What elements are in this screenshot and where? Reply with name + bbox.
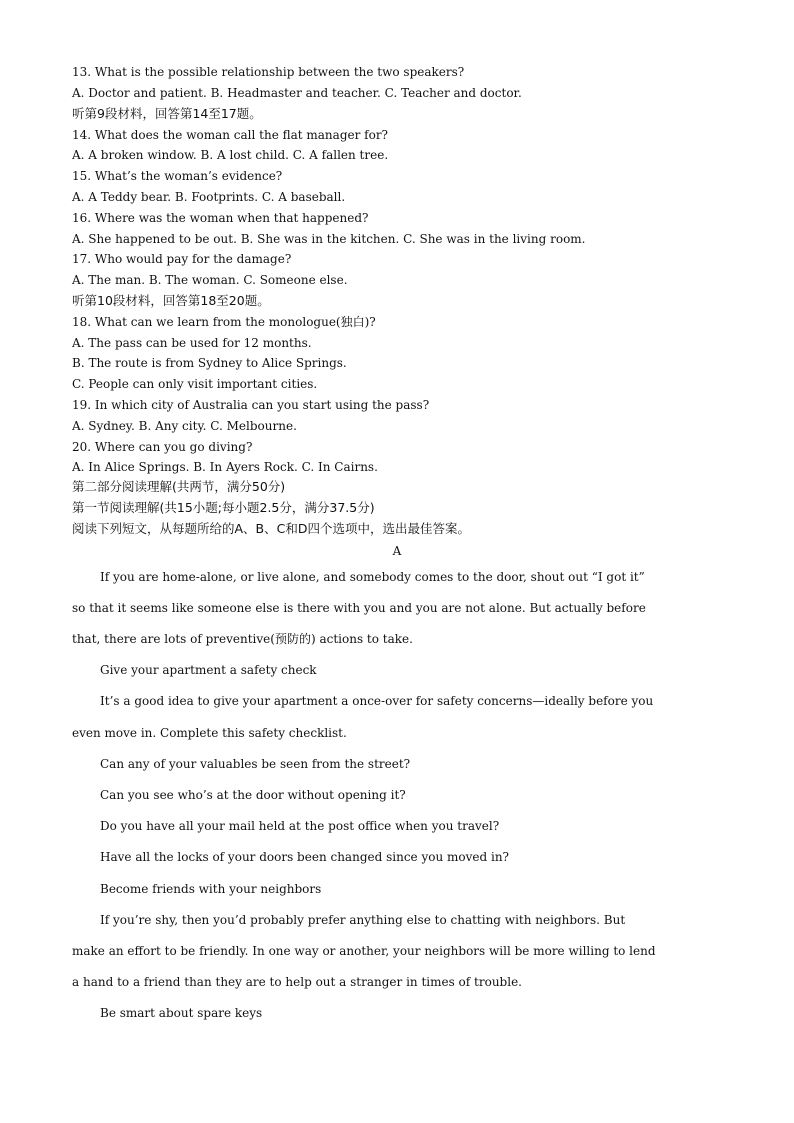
question-13-options: A. Doctor and patient. B. Headmaster and teacher. C. Teacher and doctor. xyxy=(72,86,522,100)
passage-line: that, there are lots of preventive(预防的) actions to take. xyxy=(72,632,413,646)
passage-subheading: Be smart about spare keys xyxy=(100,1006,263,1020)
passage-line: a hand to a friend than they are to help out a stranger in times of trouble. xyxy=(72,975,522,989)
passage-line: It’s a good idea to give your apartment a once-over for safety concerns—ideally before you xyxy=(100,694,654,708)
question-18-option-c: C. People can only visit important cities. xyxy=(72,377,318,391)
section-instruction-9: 听第9段材料，回答第14至17题。 xyxy=(72,106,262,121)
question-15-options: A. A Teddy bear. B. Footprints. C. A baseball. xyxy=(72,190,346,204)
question-17-options: A. The man. B. The woman. C. Someone else. xyxy=(72,273,348,287)
part2-title: 第二部分阅读理解(共两节，满分50分) xyxy=(72,479,286,494)
passage-line: If you’re shy, then you’d probably prefer anything else to chatting with neighbors. But xyxy=(100,913,626,927)
passage-line: If you are home-alone, or live alone, and somebody comes to the door, shout out “I got it” xyxy=(100,570,645,584)
question-19-options: A. Sydney. B. Any city. C. Melbourne. xyxy=(72,419,297,433)
question-18-option-b: B. The route is from Sydney to Alice Springs. xyxy=(72,356,347,370)
checklist-item: Do you have all your mail held at the post office when you travel? xyxy=(100,819,500,833)
checklist-item: Have all the locks of your doors been changed since you moved in? xyxy=(100,850,509,864)
passage-line: even move in. Complete this safety checklist. xyxy=(72,726,347,740)
question-20-options: A. In Alice Springs. B. In Ayers Rock. C. In Cairns. xyxy=(72,460,378,474)
checklist-item: Can any of your valuables be seen from the street? xyxy=(100,757,411,771)
passage-subheading: Give your apartment a safety check xyxy=(100,663,317,677)
passage-line: so that it seems like someone else is there with you and you are not alone. But actually before xyxy=(72,601,646,615)
question-18-option-a: A. The pass can be used for 12 months. xyxy=(72,336,312,350)
section1-title: 第一节阅读理解(共15小题;每小题2.5分，满分37.5分) xyxy=(72,500,375,515)
passage-label: A xyxy=(392,544,402,558)
question-16-options: A. She happened to be out. B. She was in the kitchen. C. She was in the living room. xyxy=(72,232,586,246)
passage-subheading: Become friends with your neighbors xyxy=(100,882,322,896)
question-16: 16. Where was the woman when that happened? xyxy=(72,211,369,225)
question-17: 17. Who would pay for the damage? xyxy=(72,252,292,266)
reading-instruction: 阅读下列短文，从每题所给的A、B、C和D四个选项中，选出最佳答案。 xyxy=(72,521,470,536)
checklist-item: Can you see who’s at the door without opening it? xyxy=(100,788,406,802)
question-19: 19. In which city of Australia can you start using the pass? xyxy=(72,398,430,412)
question-14: 14. What does the woman call the flat manager for? xyxy=(72,128,388,142)
question-20: 20. Where can you go diving? xyxy=(72,440,253,454)
question-18: 18. What can we learn from the monologue(独白)? xyxy=(72,315,376,329)
question-14-options: A. A broken window. B. A lost child. C. A fallen tree. xyxy=(72,148,389,162)
question-15: 15. What’s the woman’s evidence? xyxy=(72,169,283,183)
passage-line: make an effort to be friendly. In one way or another, your neighbors will be more willing to lend xyxy=(72,944,656,958)
section-instruction-10: 听第10段材料，回答第18至20题。 xyxy=(72,293,270,308)
question-13: 13. What is the possible relationship between the two speakers? xyxy=(72,65,465,79)
